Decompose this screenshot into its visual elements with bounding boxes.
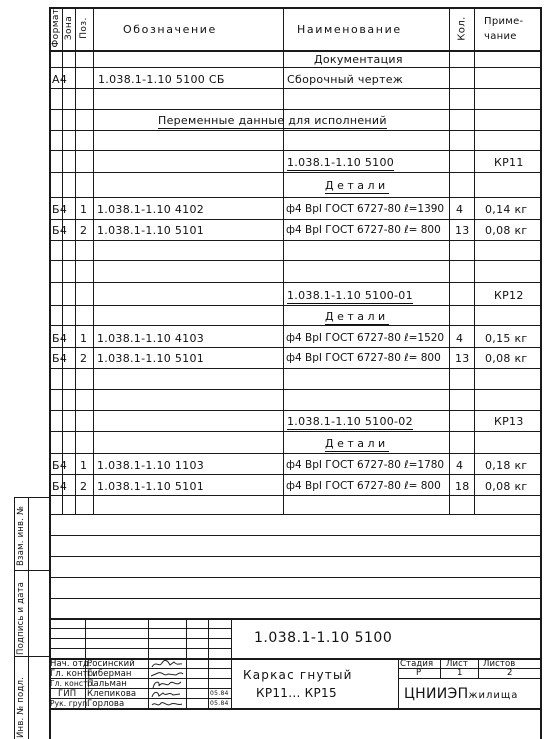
v3-row1-format: Б4	[52, 459, 68, 472]
tb-col-sign	[186, 618, 187, 708]
tb-col-date	[208, 618, 209, 708]
tb-title-1: Каркас гнутый	[243, 668, 353, 682]
variant-1-note: КР11	[494, 156, 524, 169]
v2-row1-pos: 1	[80, 332, 88, 345]
v3-row1-designation: 1.038.1-1.10 1103	[97, 459, 205, 472]
tb-info-col2	[478, 658, 479, 678]
row-line	[49, 598, 541, 599]
header-zone: Зона	[64, 15, 74, 41]
row-line	[49, 514, 541, 515]
v1-row2-pos: 2	[80, 224, 88, 237]
tb-name-2: Гиберман	[87, 669, 132, 679]
v2-row1-designation: 1.038.1-1.10 4103	[97, 332, 205, 345]
variant-1-section: Детали	[325, 179, 389, 192]
header-qty: Кол.	[456, 16, 468, 41]
signature-3-icon	[150, 679, 184, 689]
row-line	[49, 172, 541, 173]
frame-right	[540, 7, 542, 739]
v1-row1-note: 0,14 кг	[485, 203, 528, 216]
frame-left	[49, 7, 51, 739]
strip-div2	[14, 656, 50, 657]
row-line	[49, 474, 541, 475]
header-bottom	[49, 50, 541, 52]
tb-sheets-value: 2	[507, 668, 513, 678]
row-line	[49, 88, 541, 89]
section-documentation: Документация	[314, 53, 403, 66]
v1-row2-note: 0,08 кг	[485, 224, 528, 237]
signature-4-icon	[150, 689, 184, 699]
tb-sheet-value: 1	[457, 668, 463, 678]
header-designation: Обозначение	[123, 23, 217, 36]
variant-2-section: Детали	[325, 310, 389, 323]
row-line	[49, 495, 541, 496]
strip-left-border	[14, 497, 15, 739]
strip-sign-date: Подпись и дата	[16, 581, 26, 655]
header-note-2: чание	[484, 31, 517, 42]
tb-date-4: 05.84	[210, 690, 229, 697]
variant-2-code: 1.038.1-1.10 5100-01	[287, 289, 413, 302]
row-line	[49, 282, 541, 283]
tb-title-2: КР11... КР15	[256, 686, 337, 700]
tb-role-5: Рук. груп.	[50, 699, 90, 708]
tb-col-title	[231, 618, 232, 708]
v1-row1-designation: 1.038.1-1.10 4102	[97, 203, 205, 216]
variant-2-note: КР12	[494, 289, 524, 302]
row-line	[49, 197, 541, 198]
strip-inner-border	[28, 497, 29, 739]
tb-name-4: Клепикова	[87, 689, 137, 699]
v1-row1-pos: 1	[80, 203, 88, 216]
strip-replace-inv: Взам. инв. №	[16, 505, 26, 566]
strip-top	[14, 497, 50, 498]
v2-row2-designation: 1.038.1-1.10 5101	[97, 352, 205, 365]
v1-row2-designation: 1.038.1-1.10 5101	[97, 224, 205, 237]
v2-row2-note: 0,08 кг	[485, 352, 528, 365]
v1-row1-qty: 4	[456, 203, 464, 216]
tb-stage-value: Р	[416, 668, 422, 678]
tb-info-row2	[398, 678, 541, 679]
row-line	[49, 305, 541, 306]
v2-row2-format: Б4	[52, 352, 68, 365]
row-line	[49, 368, 541, 369]
v2-row1-name: ф4 ВрI ГОСТ 6727-80 ℓ=1520	[286, 332, 445, 344]
v1-row2-name: ф4 ВрI ГОСТ 6727-80 ℓ= 800	[286, 224, 441, 236]
variant-3-section: Детали	[325, 437, 389, 450]
header-name: Наименование	[297, 23, 402, 36]
tb-role-2: Гл. контр.	[50, 669, 96, 679]
v1-row1-name: ф4 ВрI ГОСТ 6727-80 ℓ=1390	[286, 203, 445, 215]
row-line	[49, 453, 541, 454]
tb-sheet-label: Лист	[446, 659, 468, 669]
v3-row2-name: ф4 ВрI ГОСТ 6727-80 ℓ= 800	[286, 480, 441, 492]
tb-info-col1	[440, 658, 441, 678]
v2-row1-qty: 4	[456, 332, 464, 345]
signature-1-icon	[150, 659, 184, 669]
row-line	[49, 347, 541, 348]
tb-row	[49, 628, 231, 629]
strip-inv-orig: Инв. № подл.	[16, 676, 26, 738]
tb-role-4: ГИП	[58, 689, 77, 699]
v2-row2-pos: 2	[80, 352, 88, 365]
v3-row2-qty: 18	[455, 480, 470, 493]
signature-2-icon	[150, 669, 184, 679]
row-line	[49, 410, 541, 411]
doc-designation: 1.038.1-1.10 5100 СБ	[98, 73, 225, 86]
tb-name-1: Росинский	[87, 659, 135, 669]
v2-row2-qty: 13	[455, 352, 470, 365]
v3-row2-designation: 1.038.1-1.10 5101	[97, 480, 205, 493]
row-line	[49, 535, 541, 536]
v2-row1-format: Б4	[52, 332, 68, 345]
row-line	[49, 325, 541, 326]
tb-row	[49, 648, 231, 649]
doc-format: А4	[52, 73, 68, 86]
doc-name: Сборочный чертеж	[287, 73, 404, 86]
v2-row2-name: ф4 ВрI ГОСТ 6727-80 ℓ= 800	[286, 352, 441, 364]
v3-row1-note: 0,18 кг	[485, 459, 528, 472]
variant-3-code: 1.038.1-1.10 5100-02	[287, 415, 413, 428]
variant-3-note: КР13	[494, 415, 524, 428]
v3-row2-format: Б4	[52, 480, 68, 493]
v3-row1-qty: 4	[456, 459, 464, 472]
tb-col-info	[398, 658, 399, 708]
v2-row1-note: 0,15 кг	[485, 332, 528, 345]
row-line	[49, 556, 541, 557]
row-line	[49, 109, 541, 110]
row-line	[49, 389, 541, 390]
row-line	[49, 150, 541, 151]
header-pos: Поз.	[79, 17, 89, 39]
tb-top	[49, 618, 541, 620]
tb-row	[49, 638, 231, 639]
tb-date-5: 05.84	[210, 700, 229, 707]
tb-name-5: Горлова	[87, 699, 125, 709]
v1-row2-qty: 13	[455, 224, 470, 237]
row-line	[49, 240, 541, 241]
tb-code: 1.038.1-1.10 5100	[254, 630, 393, 646]
v3-row1-pos: 1	[80, 459, 88, 472]
v3-row2-note: 0,08 кг	[485, 480, 528, 493]
signature-5-icon	[150, 699, 184, 709]
tb-stage-label: Стадия	[400, 659, 434, 669]
strip-div1	[14, 570, 50, 571]
variables-title: Переменные данные для исполнений	[158, 114, 387, 127]
variant-1-code: 1.038.1-1.10 5100	[287, 156, 395, 169]
v1-row1-format: Б4	[52, 203, 68, 216]
tb-org: ЦНИИЭПжилища	[404, 686, 519, 702]
header-note-1: Приме-	[484, 16, 524, 27]
tb-role-3: Гл. констр.	[50, 679, 95, 688]
tb-sheets-label: Листов	[483, 659, 516, 669]
row-line	[49, 130, 541, 131]
tb-col-name	[148, 618, 149, 708]
tb-role-1: Нач. отд.	[50, 659, 92, 669]
tb-name-3: Пальман	[87, 679, 127, 689]
row-line	[49, 67, 541, 68]
row-line	[49, 219, 541, 220]
v3-row1-name: ф4 ВрI ГОСТ 6727-80 ℓ=1780	[286, 459, 445, 471]
row-line	[49, 577, 541, 578]
v1-row2-format: Б4	[52, 224, 68, 237]
header-format: Формат	[51, 8, 61, 48]
row-line	[49, 431, 541, 432]
v3-row2-pos: 2	[80, 480, 88, 493]
row-line	[49, 260, 541, 261]
